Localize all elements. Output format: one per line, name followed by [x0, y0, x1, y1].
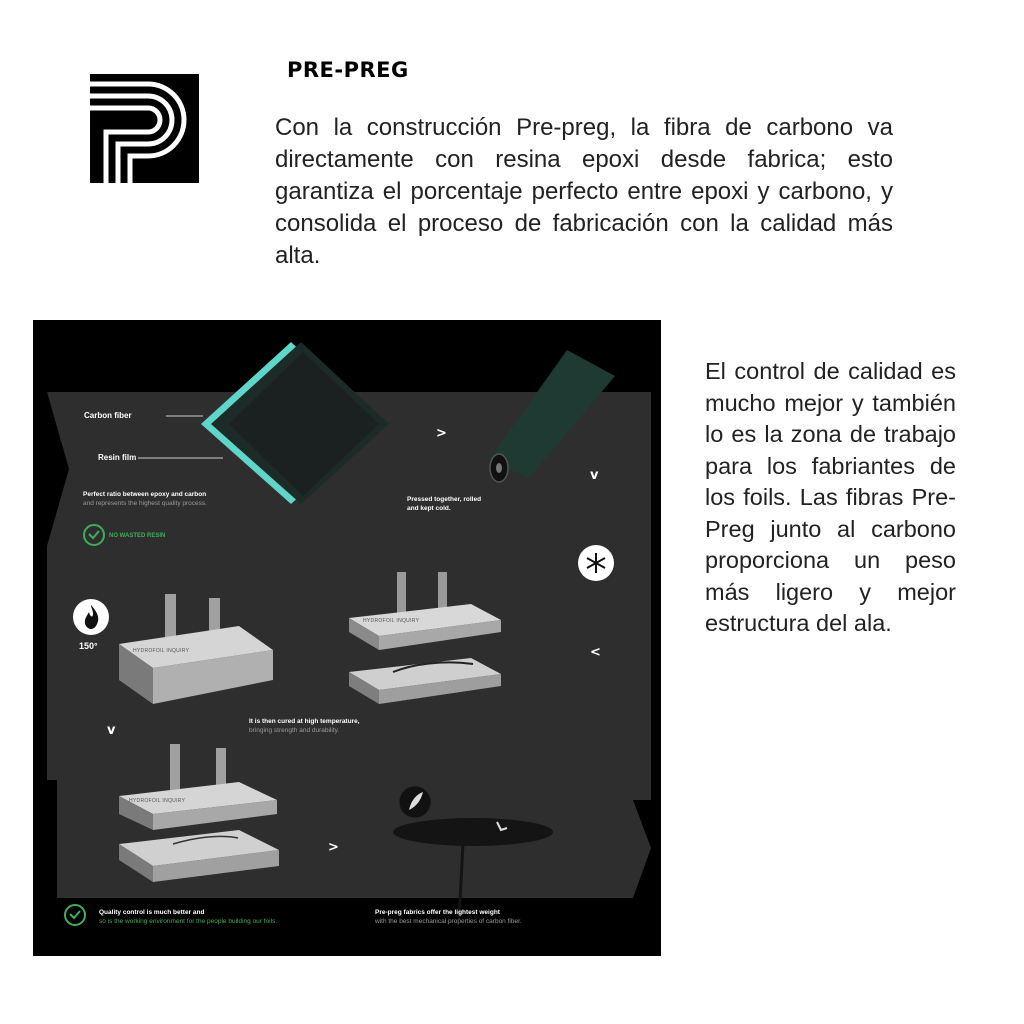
- plate-brand-3: HYDROFOIL INQUIRY: [129, 798, 186, 804]
- quality-heading: Quality control is much better and: [99, 909, 205, 916]
- label-carbon-fiber: Carbon fiber: [84, 411, 132, 420]
- brand-logo: [90, 74, 199, 183]
- side-paragraph: El control de calidad es mucho mejor y también lo es la zona de trabajo para los fabriantes de los foils. Las fibras Pre-Preg junto al carbono proporciona un peso más ligero y mejor estructura del ala.: [705, 358, 956, 636]
- intro-paragraph: Con la construcción Pre-preg, la fibra de carbono va directamente con resina epoxi desde fabrica; esto garantiza el porcentaje perfecto entre epoxi y carbono, y consolida el proceso de fabricación con la calidad más alta.: [275, 114, 893, 269]
- quality-text: so is the working environment for the people building our foils.: [99, 918, 278, 925]
- arrow-left-1: <: [590, 645, 601, 660]
- prepreg-text: with the best mechanical properties of carbon fiber.: [375, 918, 522, 925]
- prepreg-process-diagram: [33, 320, 661, 956]
- prepreg-heading: Pre-preg fabrics offer the lightest weight: [375, 909, 500, 916]
- arrow-down-1: v: [590, 468, 599, 483]
- cured-text: bringing strength and durability.: [249, 727, 340, 734]
- quality-check-icon: [65, 905, 85, 925]
- pressed-heading: Pressed together, rolled: [407, 496, 482, 503]
- arrow-down-2: v: [107, 723, 116, 738]
- pressed-text: and kept cold.: [407, 505, 451, 512]
- perfect-ratio-heading: Perfect ratio between epoxy and carbon: [83, 491, 207, 498]
- arrow-right-2: >: [328, 840, 339, 855]
- plate-brand-1: HYDROFOIL INQUIRY: [363, 618, 420, 624]
- label-resin-film: Resin film: [98, 453, 137, 462]
- perfect-ratio-text: and represents the highest quality process.: [83, 500, 207, 507]
- cured-heading: It is then cured at high temperature,: [249, 718, 360, 725]
- arrow-right-1: >: [436, 426, 447, 441]
- temperature-label: 150°: [79, 641, 98, 651]
- plate-brand-2: HYDROFOIL INQUIRY: [133, 648, 190, 654]
- page-title: PRE-PREG: [287, 58, 409, 82]
- no-wasted-resin-badge: NO WASTED RESIN: [109, 533, 166, 539]
